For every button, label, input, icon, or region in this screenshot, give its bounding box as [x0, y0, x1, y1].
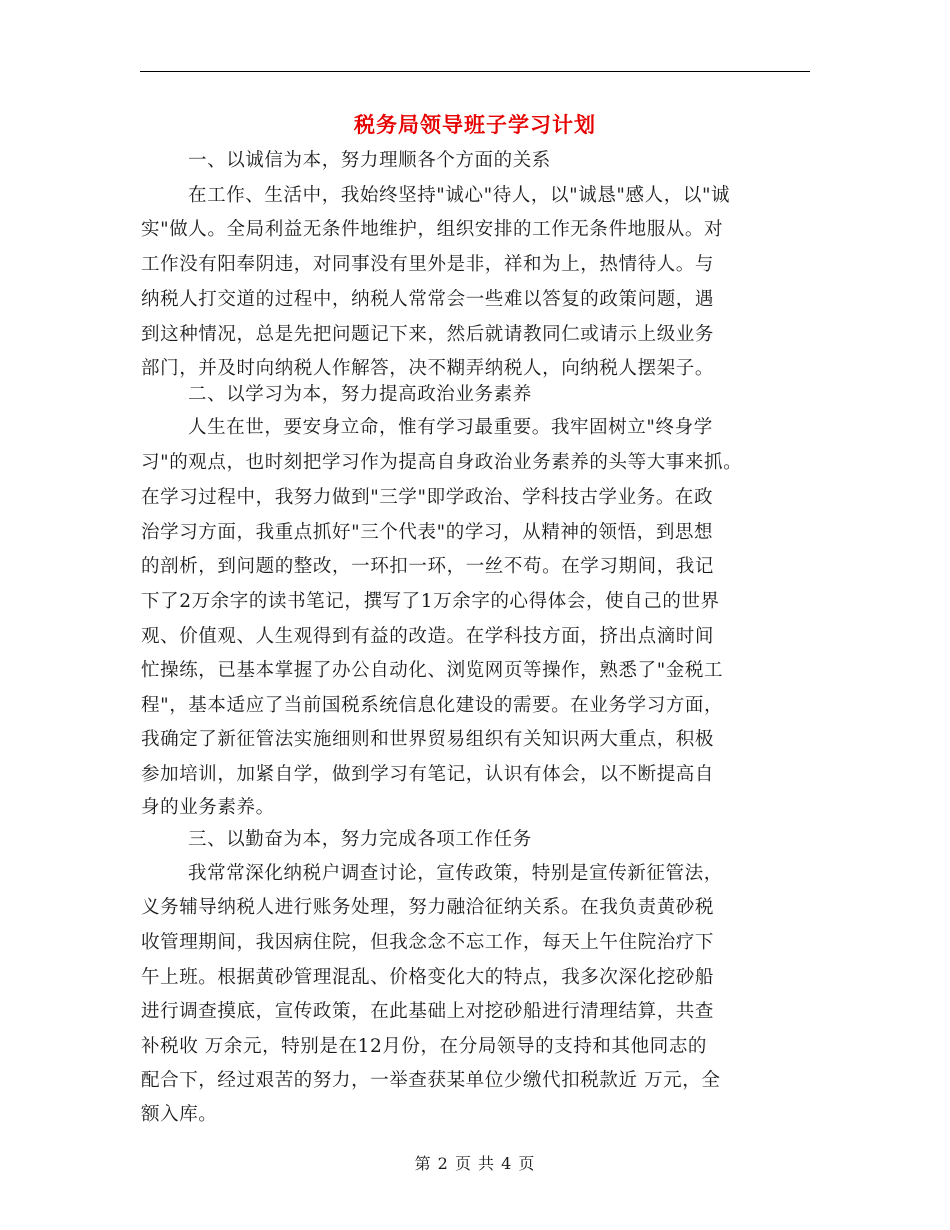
body-line: 配合下，经过艰苦的努力，一举查获某单位少缴代扣税款近 万元，全 — [141, 1070, 721, 1091]
body-line: 收管理期间，我因病住院，但我念念不忘工作，每天上午住院治疗下 — [141, 932, 715, 953]
page-number: 第 2 页 共 4 页 — [414, 1154, 536, 1173]
body-line: 午上班。根据黄砂管理混乱、价格变化大的特点，我多次深化挖砂船 — [141, 967, 715, 988]
body-line: 工作没有阳奉阴违，对同事没有里外是非，祥和为上，热情待人。与 — [141, 254, 715, 275]
body-line: 忙操练，已基本掌握了办公自动化、浏览网页等操作，熟悉了"金税工 — [141, 660, 724, 681]
body-line: 我常常深化纳税户调查讨论，宣传政策，特别是宣传新征管法， — [188, 863, 723, 884]
body-line: 补税收 万余元，特别是在12月份，在分局领导的支持和其他同志的 — [141, 1036, 708, 1057]
section-heading-1: 一、以诚信为本，努力理顺各个方面的关系 — [188, 150, 551, 171]
body-line: 我确定了新征管法实施细则和世界贸易组织有关知识两大重点，积极 — [141, 729, 715, 750]
body-line: 观、价值观、人生观得到有益的改造。在学科技方面，挤出点滴时间 — [141, 626, 715, 647]
body-line: 到这种情况，总是先把问题记下来，然后就请教同仁或请示上级业务 — [141, 324, 715, 345]
body-line: 的剖析，到问题的整改，一环扣一环，一丝不苟。在学习期间，我记 — [141, 556, 715, 577]
body-line: 人生在世，要安身立命，惟有学习最重要。我牢固树立"终身学 — [188, 417, 713, 438]
section-heading-3: 三、以勤奋为本，努力完成各项工作任务 — [188, 829, 532, 850]
body-line: 部门，并及时向纳税人作解答，决不糊弄纳税人，向纳税人摆架子。 — [141, 358, 715, 379]
body-line: 习"的观点，也时刻把学习作为提高自身政治业务素养的头等大事来抓。 — [141, 452, 743, 473]
body-line: 在学习过程中，我努力做到"三学"即学政治、学科技古学业务。在政 — [141, 487, 714, 508]
body-line: 参加培训，加紧自学，做到学习有笔记，认识有体会，以不断提高自 — [141, 764, 715, 785]
body-line: 纳税人打交道的过程中，纳税人常常会一些难以答复的政策问题，遇 — [141, 289, 715, 310]
body-line: 进行调查摸底，宣传政策，在此基础上对挖砂船进行清理结算，共查 — [141, 1001, 715, 1022]
document-title: 税务局领导班子学习计划 — [354, 112, 596, 137]
body-line: 程"，基本适应了当前国税系统信息化建设的需要。在业务学习方面， — [141, 695, 724, 716]
body-line: 义务辅导纳税人进行账务处理，努力融洽征纳关系。在我负责黄砂税 — [141, 897, 715, 918]
body-line: 治学习方面，我重点抓好"三个代表"的学习，从精神的领悟，到思想 — [141, 522, 714, 543]
body-line: 额入库。 — [141, 1104, 218, 1125]
body-line: 下了2万余字的读书笔记，撰写了1万余字的心得体会，使自己的世界 — [141, 591, 720, 612]
body-line: 实"做人。全局利益无条件地维护，组织安排的工作无条件地服从。对 — [141, 219, 724, 240]
body-line: 身的业务素养。 — [141, 797, 275, 818]
section-heading-2: 二、以学习为本，努力提高政治业务素养 — [188, 384, 532, 405]
body-line: 在工作、生活中，我始终坚持"诚心"待人，以"诚恳"感人，以"诚 — [188, 185, 731, 206]
header-rule — [140, 71, 810, 72]
